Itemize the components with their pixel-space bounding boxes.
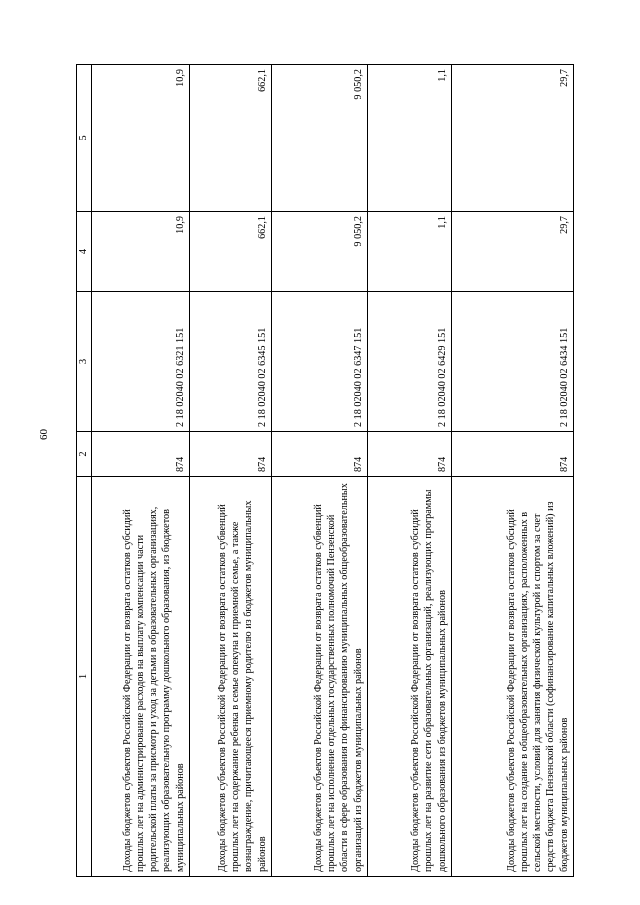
header-cell-5: 5 bbox=[77, 65, 92, 212]
row-description: Доходы бюджетов субъектов Российской Федерации от возврата остатков субвенций прошлых лет на исполнение отдельных государственных полномочий Пензенской области в сфере образования по финансированию муниципальных общеобразовательных организаций из бюджетов муниципальных районов bbox=[272, 477, 368, 877]
row-admin-code: 874 bbox=[368, 432, 452, 477]
row-amount-col5: 9 050,2 bbox=[272, 65, 368, 212]
row-budget-code: 2 18 02040 02 6321 151 bbox=[92, 292, 190, 432]
row-description: Доходы бюджетов субъектов Российской Федерации от возврата остатков субсидий прошлых лет на создание в общеобразовательных организациях, расположенных в сельской местности, условий для занятия физической культурой и спортом за счет средств бюджета Пензенской области (софинансирование капитальных вложений) из бюджетов муниципальных районов bbox=[452, 477, 574, 877]
row-amount-col5: 1,1 bbox=[368, 65, 452, 212]
table-row bbox=[452, 65, 574, 877]
row-amount-col4: 9 050,2 bbox=[272, 212, 368, 292]
row-admin-code: 874 bbox=[272, 432, 368, 477]
table-header-row bbox=[77, 65, 92, 877]
row-description: Доходы бюджетов субъектов Российской Федерации от возврата остатков субсидий прошлых лет на развитие сети образовательных организаций, реализующих программы дошкольного образования из бюджетов муниципальных районов bbox=[368, 477, 452, 877]
table-row bbox=[190, 65, 272, 877]
row-budget-code: 2 18 02040 02 6434 151 bbox=[452, 292, 574, 432]
row-budget-code: 2 18 02040 02 6429 151 bbox=[368, 292, 452, 432]
row-amount-col4: 10,9 bbox=[92, 212, 190, 292]
row-amount-col5: 662,1 bbox=[190, 65, 272, 212]
budget-table bbox=[76, 64, 574, 877]
header-cell-2: 2 bbox=[77, 432, 92, 477]
header-cell-3: 3 bbox=[77, 292, 92, 432]
budget-table-container bbox=[76, 65, 572, 877]
row-description: Доходы бюджетов субъектов Российской Федерации от возврата остатков субвенций прошлых лет на содержание ребенка в семье опекуна и приемной семье, а также вознаграждение, причитающееся приемному родителю из бюджетов муниципальных районов bbox=[190, 477, 272, 877]
table-row bbox=[368, 65, 452, 877]
page-number: 60 bbox=[38, 429, 50, 440]
row-amount-col4: 29,7 bbox=[452, 212, 574, 292]
row-amount-col5: 29,7 bbox=[452, 65, 574, 212]
row-amount-col4: 1,1 bbox=[368, 212, 452, 292]
row-admin-code: 874 bbox=[92, 432, 190, 477]
row-admin-code: 874 bbox=[190, 432, 272, 477]
row-budget-code: 2 18 02040 02 6347 151 bbox=[272, 292, 368, 432]
row-amount-col4: 662,1 bbox=[190, 212, 272, 292]
table-row bbox=[272, 65, 368, 877]
row-admin-code: 874 bbox=[452, 432, 574, 477]
header-cell-4: 4 bbox=[77, 212, 92, 292]
row-description: Доходы бюджетов субъектов Российской Федерации от возврата остатков субсидий прошлых лет на администрирование расходов на выплату компенсации части родительской платы за присмотр и уход за детьми в образовательных организациях, реализующих образовательную программу дошкольного образования, из бюджетов муниципальных районов bbox=[92, 477, 190, 877]
table-row bbox=[92, 65, 190, 877]
row-budget-code: 2 18 02040 02 6345 151 bbox=[190, 292, 272, 432]
row-amount-col5: 10,9 bbox=[92, 65, 190, 212]
header-cell-1: 1 bbox=[77, 477, 92, 877]
